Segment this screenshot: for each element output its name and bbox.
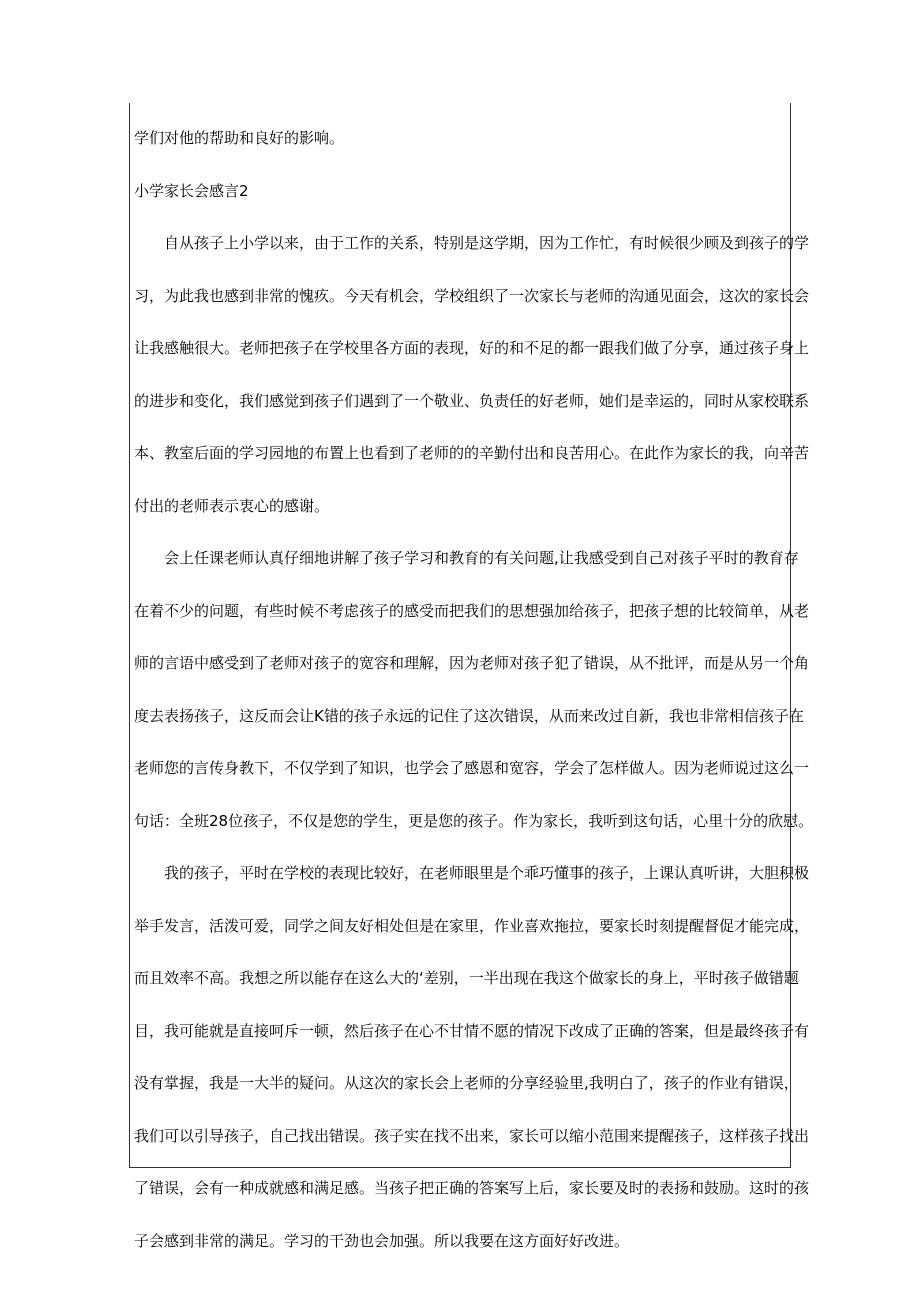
text-line: 而且效率不高。我想之所以能存在这么大的‘差别，一半出现在我这个做家长的身上，平时孩子做错题	[134, 969, 799, 987]
document-body	[134, 123, 814, 1278]
text-line: 目，我可能就是直接呵斥一顿，然后孩子在心不甘情不愿的情况下改成了正确的答案，但是最终孩子有	[134, 1021, 810, 1040]
text-line: 老师您的言传身教下，不仅学到了知识，也学会了感恩和宽容，学会了怎样做人。因为老师说过这么一	[134, 759, 810, 777]
text-line: 在着不少的问题，有些时候不考虑孩子的感受而把我们的思想强加给孩子，把孩子想的比较简单，从老	[134, 601, 810, 620]
paragraph-first-line: 自从孩子上小学以来，由于工作的关系，特别是这学期，因为工作忙，有时候很少顾及到孩子的学	[164, 234, 810, 252]
text-line: 度去表扬孩子，这反而会让K错的孩子永远的记住了这次错误，从而来改过自新，我也非常相信孩子在	[134, 706, 804, 725]
paragraph-first-line: 会上任课老师认真仔细地讲解了孩子学习和教育的有关问题,让我感受到自己对孩子平时的教育存	[164, 549, 799, 567]
text-line: 举手发言，活泼可爱，同学之间友好相处但是在家里，作业喜欢拖拉，要家长时刻提醒督促才能完成，	[134, 916, 810, 935]
text-frame	[129, 103, 814, 1250]
text-line: 学们对他的帮助和良好的影响。	[134, 129, 345, 147]
text-line: 没有掌握，我是一大半的疑问。从这次的家长会上老师的分享经验里,我明白了，孩子的作业有错误，	[134, 1074, 799, 1092]
section-heading: 小学家长会感言2	[134, 181, 249, 200]
text-line: 师的言语中感受到了老师对孩子的宽容和理解，因为老师对孩子犯了错误，从不批评，而是从另一个角	[134, 654, 810, 672]
text-line: 了错误，会有一种成就感和满足感。当孩子把正确的答案写上后，家长要及时的表扬和鼓励。这时的孩	[134, 1179, 810, 1197]
text-line: 本、教室后面的学习园地的布置上也看到了老师的的辛勤付出和良苦用心。在此作为家长的我，向辛苦	[134, 444, 810, 462]
text-line: 我们可以引导孩子，自己找出错误。孩子实在找不出来，家长可以缩小范围来提醒孩子，这样孩子找出	[134, 1126, 810, 1145]
text-line: 句话：全班28位孩子，不仅是您的学生，更是您的孩子。作为家长，我听到这句话，心里十分的欣慰。	[134, 811, 814, 830]
paragraph-first-line: 我的孩子，平时在学校的表现比较好，在老师眼里是个乖巧懂事的孩子，上课认真听讲，大胆积极	[164, 864, 810, 882]
text-line: 习，为此我也感到非常的愧疚。今天有机会，学校组织了一次家长与老师的沟通见面会，这次的家长会	[134, 286, 810, 305]
text-line: 的进步和变化，我们感觉到孩子们遇到了一个敬业、负责任的好老师，她们是幸运的，同时从家校联系	[134, 391, 810, 410]
text-line: 让我感触很大。老师把孩子在学校里各方面的表现，好的和不足的都一跟我们做了分享，通过孩子身上	[134, 339, 810, 357]
text-line: 付出的老师表示衷心的感谢。	[134, 496, 330, 515]
text-line: 子会感到非常的满足。学习的干劲也会加强。所以我要在这方面好好改进。	[134, 1231, 630, 1250]
